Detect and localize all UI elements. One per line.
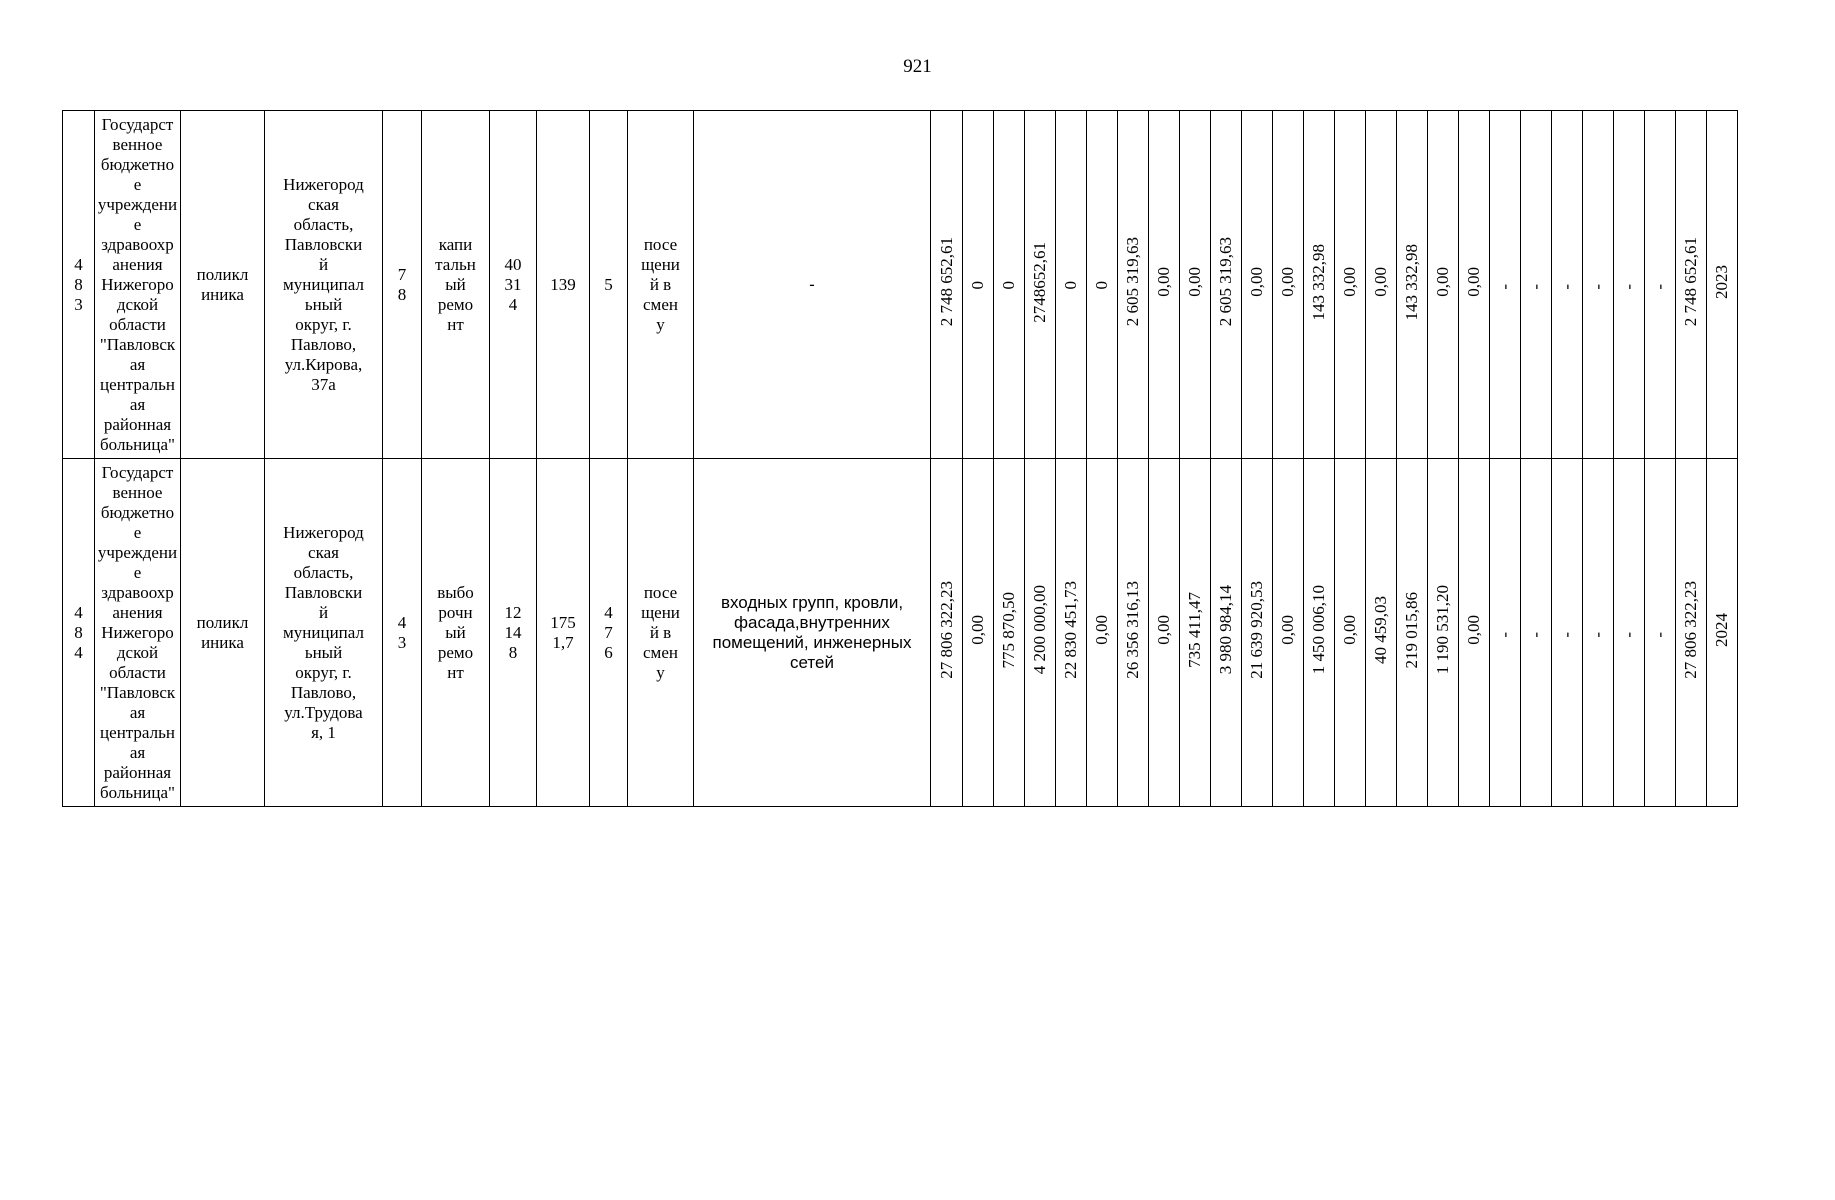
value-cell (1366, 459, 1397, 807)
value-cell (963, 111, 994, 459)
value-cell (1645, 111, 1676, 459)
value-text: - (1495, 631, 1514, 638)
value-text: - (1650, 631, 1669, 638)
cell-col6: 12 14 8 (490, 459, 537, 807)
value-cell (1552, 111, 1583, 459)
value-text: - (1588, 283, 1607, 290)
value-cell (1459, 111, 1490, 459)
value-text: 21 639 920,53 (1247, 581, 1266, 679)
cell-col4: 4 3 (383, 459, 422, 807)
value-cell (1273, 111, 1304, 459)
value-text: 27 806 322,23 (936, 581, 956, 679)
value-cell (1211, 459, 1242, 807)
value-cell (1335, 111, 1366, 459)
value-text: 0,00 (1371, 267, 1390, 297)
row-number: 4 8 4 (63, 459, 95, 807)
value-cell (1118, 459, 1149, 807)
value-text: 775 870,50 (999, 591, 1018, 669)
value-cell (1056, 459, 1087, 807)
cell-col8: 4 7 6 (590, 459, 628, 807)
value-text: 143 332,98 (1402, 243, 1421, 321)
facility-type: поликл иника (181, 111, 265, 459)
work-description: - (694, 111, 931, 459)
value-cell (1273, 459, 1304, 807)
value-cell (1645, 459, 1676, 807)
value-cell (1583, 459, 1614, 807)
value-text: 0,00 (1433, 267, 1452, 297)
value-cell (1490, 111, 1521, 459)
value-text: 2748652,61 (1030, 241, 1049, 323)
address: Нижегород ская область, Павловски й муниципал ьный округ, г. Павлово, ул.Кирова, 37а (265, 111, 383, 459)
value-text: 0 (1092, 281, 1111, 290)
value-text: 0,00 (1340, 267, 1359, 297)
value-text: 26 356 316,13 (1123, 581, 1142, 679)
value-cell (1707, 111, 1738, 459)
value-text: 0,00 (1247, 267, 1266, 297)
value-text: 0,00 (968, 615, 987, 645)
cell-col7: 139 (537, 111, 590, 459)
address: Нижегород ская область, Павловски й муниципал ьный округ, г. Павлово, ул.Трудова я, 1 (265, 459, 383, 807)
value-cell (1366, 111, 1397, 459)
value-text: - (1557, 631, 1576, 638)
value-cell (1428, 111, 1459, 459)
value-cell (1211, 111, 1242, 459)
work-type: выбо рочн ый ремо нт (422, 459, 490, 807)
value-text: 2 748 652,61 (1681, 237, 1700, 327)
capacity-unit: посе щени й в смен у (628, 111, 694, 459)
value-text: - (1619, 631, 1638, 638)
value-text: 143 332,98 (1309, 243, 1328, 321)
value-cell (931, 111, 963, 459)
value-cell (1676, 459, 1707, 807)
value-text: 0,00 (1278, 267, 1297, 297)
value-cell (1304, 111, 1335, 459)
capacity-unit: посе щени й в смен у (628, 459, 694, 807)
value-text: 2 605 319,63 (1216, 237, 1235, 327)
value-text: 2 605 319,63 (1123, 237, 1142, 327)
value-cell (1552, 459, 1583, 807)
value-cell (1521, 459, 1552, 807)
cell-col7: 175 1,7 (537, 459, 590, 807)
value-cell (994, 459, 1025, 807)
value-text: - (1650, 283, 1669, 290)
value-cell (931, 459, 963, 807)
value-cell (1614, 459, 1645, 807)
page-number: 921 (903, 56, 932, 77)
institution-name: Государст венное бюджетно е учреждени е здравоохр анения Нижегоро дской области "Павловск ая центральн ая районная больница" (95, 459, 181, 807)
value-text: 27 806 322,23 (1681, 581, 1700, 679)
value-text: 0 (1061, 281, 1080, 290)
value-text: - (1588, 631, 1607, 638)
cell-col6: 40 31 4 (490, 111, 537, 459)
value-cell (1242, 111, 1273, 459)
row-number: 4 8 3 (63, 111, 95, 459)
value-text: 3 980 984,14 (1216, 585, 1235, 675)
value-cell (1025, 111, 1056, 459)
value-text: 1 450 006,10 (1309, 585, 1328, 675)
value-text: 219 015,86 (1402, 591, 1421, 669)
value-text: 0,00 (1278, 615, 1297, 645)
registry-table (62, 110, 1738, 807)
value-cell (1149, 111, 1180, 459)
cell-col4: 7 8 (383, 111, 422, 459)
value-text: 0,00 (1092, 615, 1111, 645)
value-text: 40 459,03 (1371, 596, 1390, 664)
work-description: входных групп, кровли, фасада,внутренних помещений, инженерных сетей (694, 459, 931, 807)
value-cell (1025, 459, 1056, 807)
value-text: - (1526, 631, 1545, 638)
value-text: 0,00 (1464, 267, 1483, 297)
value-cell (1304, 459, 1335, 807)
value-cell (1335, 459, 1366, 807)
table-row (63, 459, 1738, 807)
cell-col8: 5 (590, 111, 628, 459)
value-text: 22 830 451,73 (1061, 581, 1080, 679)
value-text: 2023 (1712, 265, 1731, 299)
value-cell (1180, 459, 1211, 807)
value-text: - (1526, 283, 1545, 290)
value-cell (1676, 111, 1707, 459)
value-text: 0 (968, 281, 987, 290)
value-cell (1087, 111, 1118, 459)
value-text: 4 200 000,00 (1030, 585, 1049, 675)
value-text: 0,00 (1464, 615, 1483, 645)
value-cell (1242, 459, 1273, 807)
value-cell (1118, 111, 1149, 459)
value-text: 2024 (1712, 613, 1731, 647)
value-cell (1490, 459, 1521, 807)
value-text: - (1495, 283, 1514, 290)
value-text: - (1557, 283, 1576, 290)
value-text: 1 190 531,20 (1433, 585, 1452, 675)
value-text: 0,00 (1185, 267, 1204, 297)
work-type: капи тальн ый ремо нт (422, 111, 490, 459)
value-text: 2 748 652,61 (936, 237, 956, 327)
value-cell (1180, 111, 1211, 459)
value-text: 735 411,47 (1185, 592, 1204, 668)
value-text: 0 (999, 281, 1018, 290)
facility-type: поликл иника (181, 459, 265, 807)
institution-name: Государст венное бюджетно е учреждени е здравоохр анения Нижегоро дской области "Павловск ая центральн ая районная больница" (95, 111, 181, 459)
value-cell (1397, 111, 1428, 459)
value-text: - (1619, 283, 1638, 290)
table-row (63, 111, 1738, 459)
value-cell (1521, 111, 1552, 459)
value-cell (963, 459, 994, 807)
value-cell (1707, 459, 1738, 807)
value-cell (1397, 459, 1428, 807)
value-cell (994, 111, 1025, 459)
value-cell (1583, 111, 1614, 459)
value-cell (1056, 111, 1087, 459)
value-cell (1087, 459, 1118, 807)
value-text: 0,00 (1154, 267, 1173, 297)
value-cell (1614, 111, 1645, 459)
value-cell (1459, 459, 1490, 807)
value-cell (1149, 459, 1180, 807)
value-cell (1428, 459, 1459, 807)
value-text: 0,00 (1154, 615, 1173, 645)
value-text: 0,00 (1340, 615, 1359, 645)
